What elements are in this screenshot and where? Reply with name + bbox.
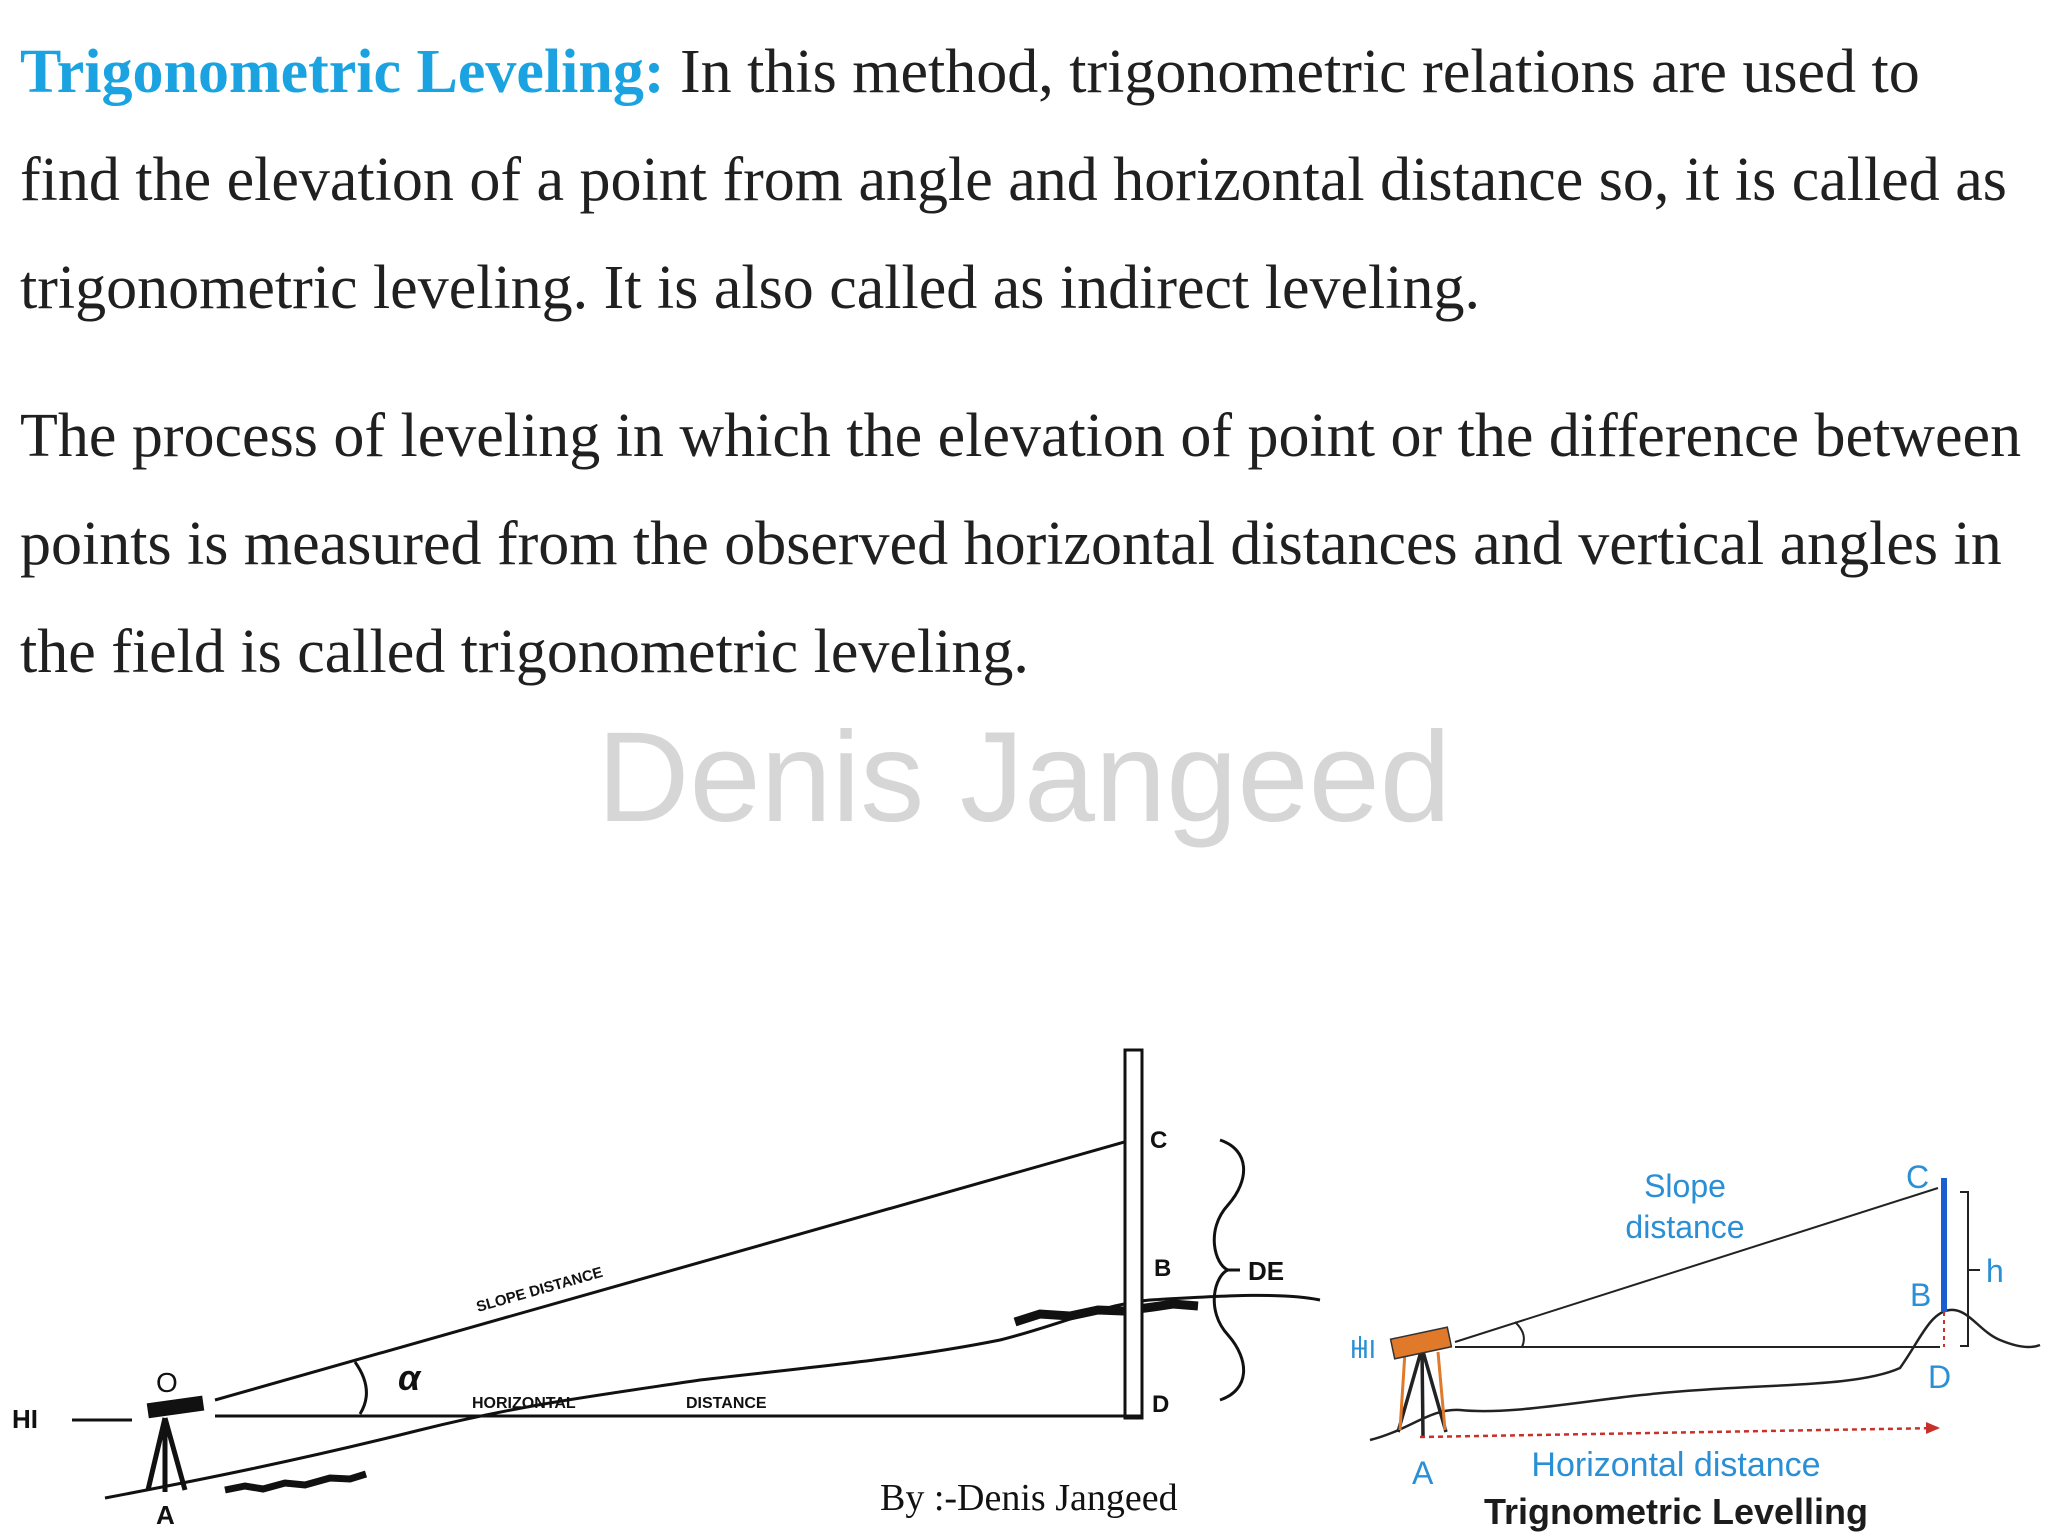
left-label-c: C [1150,1127,1168,1154]
ground-hatch-a [225,1474,366,1490]
credit-line: By :-Denis Jangeed [880,1477,1178,1519]
right-caption: Trignometric Levelling [1483,1491,1869,1532]
intro-paragraph [20,18,2030,342]
right-label-a: A [1412,1455,1434,1491]
left-label-slope: SLOPE DISTANCE [474,1263,605,1316]
right-label-hi: HI [1350,1334,1376,1364]
trigonometric-leveling-figure [0,1030,2048,1536]
right-angle-arc [1515,1322,1524,1347]
ground-hatch-b [1015,1304,1198,1322]
right-label-slope-1: Slope [1644,1168,1726,1204]
left-diagram [72,1050,1320,1498]
left-label-de: DE [1248,1256,1285,1286]
right-horizontal-dash [1420,1428,1940,1437]
left-label-horizontal: HORIZONTAL [472,1395,576,1412]
left-label-hi: HI [12,1404,38,1434]
tripod-right [1398,1348,1446,1436]
definition-paragraph: The process of leveling in which the elevation of point or the difference between points is measured from the observed horizontal distances and vertical angles in the field is called trigonometric leveling. [20,402,2022,686]
left-label-alpha: α [398,1357,421,1398]
right-arrowhead [1926,1422,1940,1434]
right-label-horizontal: Horizontal distance [1531,1446,1821,1484]
left-label-d: D [1152,1391,1170,1418]
right-label-c: C [1906,1159,1930,1195]
right-label-h: h [1986,1253,2004,1289]
left-label-b: B [1154,1255,1172,1282]
left-label-distance: DISTANCE [686,1395,767,1412]
left-label-o: O [156,1367,178,1398]
right-h-bracket [1960,1192,1968,1346]
staff-left [1125,1050,1142,1418]
slope-line [215,1137,1142,1400]
text-block [20,18,2030,706]
right-label-d: D [1928,1359,1952,1395]
intro-text: In this method, trigonometric relations are used to find the elevation of a point from angle and horizontal distance so, it is called as trigonometric leveling. It is also called as indirect leveling. [20,38,2007,322]
left-label-a: A [156,1500,175,1530]
right-label-b: B [1910,1277,1932,1313]
angle-arc [355,1362,366,1414]
tripod-left [148,1418,185,1492]
right-label-slope-2: distance [1625,1209,1745,1245]
watermark: Denis Jangeed [597,706,1451,849]
instrument-left [147,1396,203,1418]
term-heading: Trigonometric Leveling: [20,38,665,106]
